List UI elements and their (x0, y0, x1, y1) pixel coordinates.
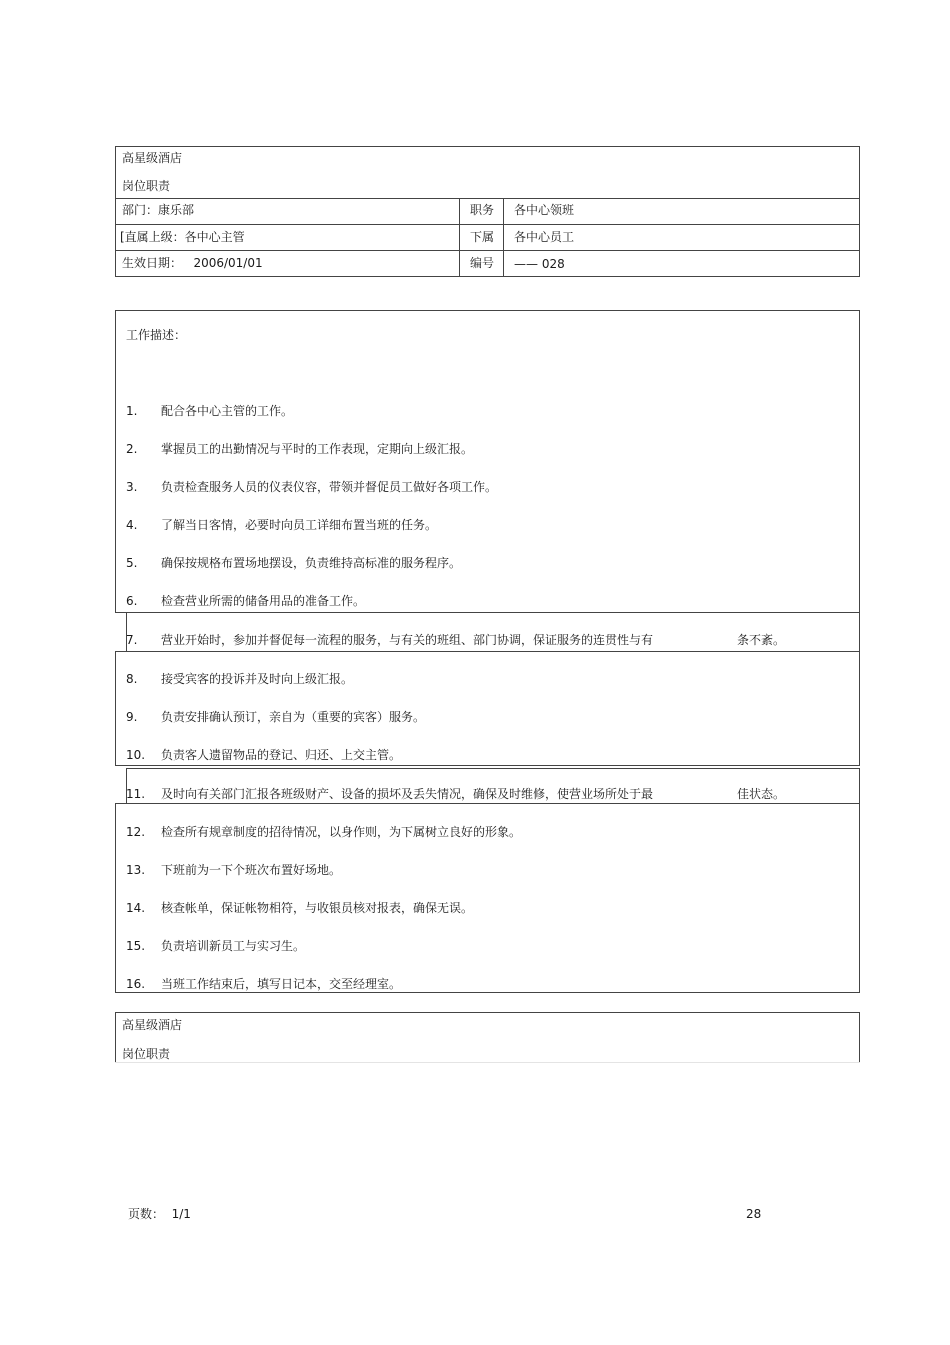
doc-type: 岗位职责 (122, 179, 171, 193)
item-number: 7. (126, 633, 138, 647)
list-item-tail: 条不紊。 (737, 633, 786, 647)
divider (459, 198, 460, 277)
code-value: —— 028 (514, 257, 565, 271)
doc-type: 岗位职责 (122, 1047, 171, 1061)
list-item: 负责安排确认预订，亲自为（重要的宾客）服务。 (161, 710, 426, 724)
list-item: 检查营业所需的储备用品的准备工作。 (161, 594, 366, 608)
list-item: 及时向有关部门汇报各班级财产、设备的损坏及丢失情况，确保及时维修，使营业场所处于最 (161, 787, 654, 801)
divider (115, 250, 860, 251)
list-item: 核查帐单，保证帐物相符，与收银员核对报表，确保无误。 (161, 901, 474, 915)
list-item: 掌握员工的出勤情况与平时的工作表现，定期向上级汇报。 (161, 442, 474, 456)
divider (115, 198, 860, 199)
item-number: 15. (126, 939, 146, 953)
description-title: 工作描述： (126, 328, 187, 342)
item-number: 9. (126, 710, 138, 724)
item-number: 3. (126, 480, 138, 494)
effective-date-label: 生效日期： 2006/01/01 (122, 256, 263, 270)
item-number: 16. (126, 977, 146, 991)
department-label: 部门：康乐部 (122, 203, 195, 217)
supervisor-label: [直属上级：各中心主管 (120, 230, 245, 244)
page-count: 页数： 1/1 (128, 1207, 191, 1221)
position-field: 职务 (470, 203, 495, 217)
item-number: 8. (126, 672, 138, 686)
position-value: 各中心领班 (514, 203, 575, 217)
hotel-name: 高星级酒店 (122, 151, 183, 165)
page-number: 28 (746, 1207, 762, 1221)
item-number: 4. (126, 518, 138, 532)
item-number: 2. (126, 442, 138, 456)
list-item: 确保按规格布置场地摆设，负责维持高标准的服务程序。 (161, 556, 462, 570)
code-field: 编号 (470, 256, 495, 270)
item-number: 13. (126, 863, 146, 877)
list-item: 营业开始时，参加并督促每一流程的服务，与有关的班组、部门协调，保证服务的连贯性与有 (161, 633, 654, 647)
list-item: 负责培训新员工与实习生。 (161, 939, 306, 953)
divider (115, 1062, 860, 1063)
list-item: 负责客人遗留物品的登记、归还、上交主管。 (161, 748, 402, 762)
header-table-continued (115, 1012, 860, 1062)
divider (115, 224, 860, 225)
subordinate-value: 各中心员工 (514, 230, 575, 244)
hotel-name: 高星级酒店 (122, 1018, 183, 1032)
list-item-tail: 佳状态。 (737, 787, 786, 801)
list-item: 负责检查服务人员的仪表仪容，带领并督促员工做好各项工作。 (161, 480, 498, 494)
item-number: 5. (126, 556, 138, 570)
subordinate-field: 下属 (470, 230, 495, 244)
item-number: 10. (126, 748, 146, 762)
list-item: 下班前为一下个班次布置好场地。 (161, 863, 342, 877)
list-item: 检查所有规章制度的招待情况，以身作则，为下属树立良好的形象。 (161, 825, 522, 839)
item-number: 14. (126, 901, 146, 915)
divider (503, 198, 504, 277)
item-number: 6. (126, 594, 138, 608)
item-number: 11. (126, 787, 146, 801)
list-item: 了解当日客情，必要时向员工详细布置当班的任务。 (161, 518, 438, 532)
list-item: 接受宾客的投诉并及时向上级汇报。 (161, 672, 354, 686)
list-item: 当班工作结束后，填写日记本，交至经理室。 (161, 977, 402, 991)
list-item: 配合各中心主管的工作。 (161, 404, 294, 418)
item-number: 12. (126, 825, 146, 839)
item-number: 1. (126, 404, 138, 418)
